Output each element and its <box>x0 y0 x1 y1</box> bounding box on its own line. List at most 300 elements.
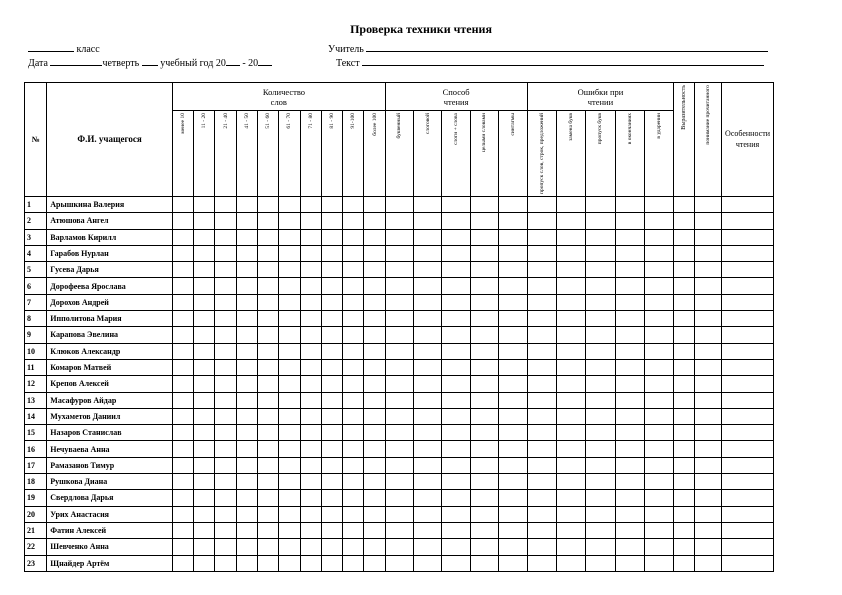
entry-cell[interactable] <box>321 457 342 473</box>
entry-cell[interactable] <box>645 392 674 408</box>
entry-cell[interactable] <box>321 311 342 327</box>
entry-cell[interactable] <box>499 376 527 392</box>
entry-cell[interactable] <box>321 245 342 261</box>
entry-cell[interactable] <box>556 425 585 441</box>
entry-cell[interactable] <box>300 441 321 457</box>
entry-cell[interactable] <box>499 490 527 506</box>
entry-cell[interactable] <box>674 506 694 522</box>
entry-cell[interactable] <box>343 539 364 555</box>
entry-cell[interactable] <box>279 408 300 424</box>
entry-cell[interactable] <box>470 311 498 327</box>
entry-cell[interactable] <box>172 376 193 392</box>
entry-cell[interactable] <box>645 555 674 571</box>
entry-cell[interactable] <box>215 311 236 327</box>
entry-cell[interactable] <box>257 376 278 392</box>
entry-cell[interactable] <box>499 343 527 359</box>
entry-cell[interactable] <box>343 229 364 245</box>
entry-cell[interactable] <box>499 262 527 278</box>
entry-cell[interactable] <box>321 294 342 310</box>
date-blank[interactable] <box>50 56 102 66</box>
entry-cell[interactable] <box>527 490 556 506</box>
entry-cell[interactable] <box>674 539 694 555</box>
entry-cell[interactable] <box>470 262 498 278</box>
entry-cell[interactable] <box>674 294 694 310</box>
entry-cell[interactable] <box>615 457 644 473</box>
entry-cell[interactable] <box>586 245 615 261</box>
entry-cell[interactable] <box>385 245 413 261</box>
entry-cell[interactable] <box>442 441 470 457</box>
entry-cell[interactable] <box>257 506 278 522</box>
entry-cell[interactable] <box>470 376 498 392</box>
entry-cell[interactable] <box>364 278 385 294</box>
entry-cell[interactable] <box>300 457 321 473</box>
year-end-blank[interactable] <box>258 56 272 66</box>
entry-cell[interactable] <box>321 262 342 278</box>
entry-cell[interactable] <box>343 196 364 212</box>
entry-cell[interactable] <box>442 474 470 490</box>
entry-cell[interactable] <box>364 457 385 473</box>
entry-cell[interactable] <box>556 327 585 343</box>
entry-cell[interactable] <box>414 311 442 327</box>
entry-cell[interactable] <box>300 229 321 245</box>
class-blank[interactable] <box>28 42 74 52</box>
entry-cell[interactable] <box>586 229 615 245</box>
entry-cell[interactable] <box>300 408 321 424</box>
entry-cell[interactable] <box>722 555 774 571</box>
entry-cell[interactable] <box>499 327 527 343</box>
entry-cell[interactable] <box>414 213 442 229</box>
entry-cell[interactable] <box>300 539 321 555</box>
entry-cell[interactable] <box>215 506 236 522</box>
entry-cell[interactable] <box>470 425 498 441</box>
entry-cell[interactable] <box>364 555 385 571</box>
entry-cell[interactable] <box>470 522 498 538</box>
entry-cell[interactable] <box>527 457 556 473</box>
entry-cell[interactable] <box>499 457 527 473</box>
entry-cell[interactable] <box>694 311 721 327</box>
entry-cell[interactable] <box>722 343 774 359</box>
entry-cell[interactable] <box>499 522 527 538</box>
entry-cell[interactable] <box>215 229 236 245</box>
entry-cell[interactable] <box>414 408 442 424</box>
entry-cell[interactable] <box>470 343 498 359</box>
entry-cell[interactable] <box>645 441 674 457</box>
entry-cell[interactable] <box>343 457 364 473</box>
entry-cell[interactable] <box>236 457 257 473</box>
entry-cell[interactable] <box>556 539 585 555</box>
entry-cell[interactable] <box>385 262 413 278</box>
entry-cell[interactable] <box>499 425 527 441</box>
entry-cell[interactable] <box>586 457 615 473</box>
entry-cell[interactable] <box>442 408 470 424</box>
entry-cell[interactable] <box>586 278 615 294</box>
entry-cell[interactable] <box>257 327 278 343</box>
entry-cell[interactable] <box>236 245 257 261</box>
entry-cell[interactable] <box>645 376 674 392</box>
entry-cell[interactable] <box>172 359 193 375</box>
entry-cell[interactable] <box>674 392 694 408</box>
entry-cell[interactable] <box>615 539 644 555</box>
entry-cell[interactable] <box>586 441 615 457</box>
entry-cell[interactable] <box>470 327 498 343</box>
entry-cell[interactable] <box>257 311 278 327</box>
entry-cell[interactable] <box>694 539 721 555</box>
entry-cell[interactable] <box>321 278 342 294</box>
entry-cell[interactable] <box>527 196 556 212</box>
entry-cell[interactable] <box>215 262 236 278</box>
entry-cell[interactable] <box>172 555 193 571</box>
entry-cell[interactable] <box>694 408 721 424</box>
entry-cell[interactable] <box>722 490 774 506</box>
entry-cell[interactable] <box>172 278 193 294</box>
entry-cell[interactable] <box>615 262 644 278</box>
entry-cell[interactable] <box>343 490 364 506</box>
entry-cell[interactable] <box>442 392 470 408</box>
entry-cell[interactable] <box>527 278 556 294</box>
entry-cell[interactable] <box>442 278 470 294</box>
entry-cell[interactable] <box>364 506 385 522</box>
teacher-blank[interactable] <box>366 42 768 52</box>
entry-cell[interactable] <box>615 278 644 294</box>
entry-cell[interactable] <box>300 196 321 212</box>
entry-cell[interactable] <box>499 229 527 245</box>
entry-cell[interactable] <box>615 343 644 359</box>
entry-cell[interactable] <box>645 196 674 212</box>
entry-cell[interactable] <box>645 522 674 538</box>
entry-cell[interactable] <box>279 555 300 571</box>
entry-cell[interactable] <box>279 359 300 375</box>
entry-cell[interactable] <box>215 359 236 375</box>
entry-cell[interactable] <box>172 392 193 408</box>
entry-cell[interactable] <box>615 425 644 441</box>
entry-cell[interactable] <box>556 229 585 245</box>
entry-cell[interactable] <box>236 213 257 229</box>
entry-cell[interactable] <box>194 539 215 555</box>
entry-cell[interactable] <box>385 522 413 538</box>
entry-cell[interactable] <box>343 376 364 392</box>
entry-cell[interactable] <box>499 196 527 212</box>
entry-cell[interactable] <box>645 474 674 490</box>
entry-cell[interactable] <box>722 327 774 343</box>
entry-cell[interactable] <box>321 474 342 490</box>
entry-cell[interactable] <box>586 359 615 375</box>
entry-cell[interactable] <box>321 359 342 375</box>
entry-cell[interactable] <box>343 441 364 457</box>
entry-cell[interactable] <box>694 425 721 441</box>
entry-cell[interactable] <box>279 506 300 522</box>
entry-cell[interactable] <box>615 213 644 229</box>
entry-cell[interactable] <box>442 522 470 538</box>
entry-cell[interactable] <box>442 425 470 441</box>
entry-cell[interactable] <box>674 425 694 441</box>
entry-cell[interactable] <box>527 229 556 245</box>
entry-cell[interactable] <box>556 506 585 522</box>
entry-cell[interactable] <box>385 490 413 506</box>
entry-cell[interactable] <box>694 327 721 343</box>
entry-cell[interactable] <box>586 343 615 359</box>
entry-cell[interactable] <box>586 311 615 327</box>
entry-cell[interactable] <box>694 262 721 278</box>
entry-cell[interactable] <box>586 392 615 408</box>
entry-cell[interactable] <box>527 311 556 327</box>
entry-cell[interactable] <box>364 522 385 538</box>
entry-cell[interactable] <box>722 539 774 555</box>
entry-cell[interactable] <box>442 311 470 327</box>
entry-cell[interactable] <box>257 278 278 294</box>
entry-cell[interactable] <box>556 408 585 424</box>
entry-cell[interactable] <box>364 245 385 261</box>
entry-cell[interactable] <box>279 343 300 359</box>
entry-cell[interactable] <box>722 278 774 294</box>
entry-cell[interactable] <box>343 294 364 310</box>
entry-cell[interactable] <box>172 425 193 441</box>
entry-cell[interactable] <box>385 213 413 229</box>
entry-cell[interactable] <box>722 408 774 424</box>
entry-cell[interactable] <box>257 262 278 278</box>
entry-cell[interactable] <box>470 457 498 473</box>
entry-cell[interactable] <box>586 425 615 441</box>
entry-cell[interactable] <box>674 311 694 327</box>
entry-cell[interactable] <box>645 425 674 441</box>
entry-cell[interactable] <box>470 506 498 522</box>
entry-cell[interactable] <box>385 343 413 359</box>
entry-cell[interactable] <box>321 213 342 229</box>
entry-cell[interactable] <box>722 229 774 245</box>
entry-cell[interactable] <box>556 474 585 490</box>
entry-cell[interactable] <box>385 229 413 245</box>
entry-cell[interactable] <box>722 441 774 457</box>
entry-cell[interactable] <box>172 474 193 490</box>
entry-cell[interactable] <box>674 376 694 392</box>
entry-cell[interactable] <box>321 229 342 245</box>
entry-cell[interactable] <box>236 441 257 457</box>
entry-cell[interactable] <box>215 343 236 359</box>
entry-cell[interactable] <box>172 196 193 212</box>
entry-cell[interactable] <box>442 457 470 473</box>
entry-cell[interactable] <box>215 327 236 343</box>
entry-cell[interactable] <box>300 522 321 538</box>
entry-cell[interactable] <box>194 376 215 392</box>
entry-cell[interactable] <box>694 376 721 392</box>
entry-cell[interactable] <box>343 425 364 441</box>
entry-cell[interactable] <box>586 555 615 571</box>
entry-cell[interactable] <box>586 522 615 538</box>
entry-cell[interactable] <box>257 457 278 473</box>
entry-cell[interactable] <box>442 490 470 506</box>
entry-cell[interactable] <box>172 539 193 555</box>
entry-cell[interactable] <box>414 327 442 343</box>
entry-cell[interactable] <box>364 539 385 555</box>
entry-cell[interactable] <box>236 425 257 441</box>
entry-cell[interactable] <box>236 359 257 375</box>
entry-cell[interactable] <box>527 213 556 229</box>
entry-cell[interactable] <box>279 278 300 294</box>
entry-cell[interactable] <box>300 245 321 261</box>
entry-cell[interactable] <box>586 213 615 229</box>
entry-cell[interactable] <box>556 196 585 212</box>
entry-cell[interactable] <box>414 294 442 310</box>
entry-cell[interactable] <box>300 278 321 294</box>
entry-cell[interactable] <box>321 327 342 343</box>
entry-cell[interactable] <box>300 311 321 327</box>
entry-cell[interactable] <box>215 555 236 571</box>
entry-cell[interactable] <box>300 213 321 229</box>
entry-cell[interactable] <box>364 294 385 310</box>
entry-cell[interactable] <box>385 327 413 343</box>
entry-cell[interactable] <box>556 457 585 473</box>
entry-cell[interactable] <box>674 343 694 359</box>
entry-cell[interactable] <box>615 359 644 375</box>
entry-cell[interactable] <box>722 392 774 408</box>
entry-cell[interactable] <box>172 327 193 343</box>
entry-cell[interactable] <box>722 311 774 327</box>
entry-cell[interactable] <box>694 555 721 571</box>
entry-cell[interactable] <box>385 278 413 294</box>
entry-cell[interactable] <box>442 196 470 212</box>
entry-cell[interactable] <box>586 196 615 212</box>
entry-cell[interactable] <box>674 457 694 473</box>
entry-cell[interactable] <box>722 196 774 212</box>
entry-cell[interactable] <box>556 294 585 310</box>
entry-cell[interactable] <box>236 522 257 538</box>
entry-cell[interactable] <box>645 327 674 343</box>
entry-cell[interactable] <box>385 555 413 571</box>
entry-cell[interactable] <box>300 555 321 571</box>
entry-cell[interactable] <box>694 490 721 506</box>
entry-cell[interactable] <box>194 490 215 506</box>
entry-cell[interactable] <box>645 343 674 359</box>
entry-cell[interactable] <box>527 408 556 424</box>
entry-cell[interactable] <box>279 376 300 392</box>
entry-cell[interactable] <box>172 441 193 457</box>
entry-cell[interactable] <box>385 311 413 327</box>
entry-cell[interactable] <box>722 457 774 473</box>
entry-cell[interactable] <box>556 392 585 408</box>
entry-cell[interactable] <box>694 522 721 538</box>
entry-cell[interactable] <box>722 474 774 490</box>
entry-cell[interactable] <box>414 376 442 392</box>
entry-cell[interactable] <box>364 425 385 441</box>
entry-cell[interactable] <box>414 441 442 457</box>
entry-cell[interactable] <box>236 327 257 343</box>
entry-cell[interactable] <box>172 408 193 424</box>
entry-cell[interactable] <box>442 343 470 359</box>
entry-cell[interactable] <box>414 392 442 408</box>
entry-cell[interactable] <box>343 311 364 327</box>
entry-cell[interactable] <box>236 294 257 310</box>
entry-cell[interactable] <box>442 262 470 278</box>
entry-cell[interactable] <box>364 327 385 343</box>
entry-cell[interactable] <box>442 359 470 375</box>
entry-cell[interactable] <box>470 229 498 245</box>
entry-cell[interactable] <box>343 522 364 538</box>
entry-cell[interactable] <box>300 392 321 408</box>
entry-cell[interactable] <box>527 539 556 555</box>
entry-cell[interactable] <box>722 376 774 392</box>
entry-cell[interactable] <box>414 278 442 294</box>
entry-cell[interactable] <box>470 245 498 261</box>
entry-cell[interactable] <box>364 392 385 408</box>
entry-cell[interactable] <box>343 327 364 343</box>
entry-cell[interactable] <box>364 213 385 229</box>
entry-cell[interactable] <box>194 506 215 522</box>
entry-cell[interactable] <box>645 457 674 473</box>
entry-cell[interactable] <box>645 262 674 278</box>
entry-cell[interactable] <box>257 229 278 245</box>
entry-cell[interactable] <box>257 245 278 261</box>
entry-cell[interactable] <box>257 425 278 441</box>
entry-cell[interactable] <box>236 196 257 212</box>
entry-cell[interactable] <box>343 262 364 278</box>
entry-cell[interactable] <box>674 522 694 538</box>
entry-cell[interactable] <box>645 408 674 424</box>
entry-cell[interactable] <box>414 457 442 473</box>
entry-cell[interactable] <box>343 213 364 229</box>
entry-cell[interactable] <box>414 490 442 506</box>
entry-cell[interactable] <box>674 359 694 375</box>
entry-cell[interactable] <box>300 262 321 278</box>
entry-cell[interactable] <box>694 474 721 490</box>
entry-cell[interactable] <box>414 229 442 245</box>
entry-cell[interactable] <box>364 343 385 359</box>
entry-cell[interactable] <box>527 327 556 343</box>
entry-cell[interactable] <box>364 196 385 212</box>
entry-cell[interactable] <box>172 506 193 522</box>
entry-cell[interactable] <box>722 294 774 310</box>
entry-cell[interactable] <box>645 490 674 506</box>
entry-cell[interactable] <box>257 474 278 490</box>
entry-cell[interactable] <box>722 359 774 375</box>
entry-cell[interactable] <box>343 555 364 571</box>
entry-cell[interactable] <box>364 376 385 392</box>
entry-cell[interactable] <box>343 392 364 408</box>
entry-cell[interactable] <box>385 539 413 555</box>
entry-cell[interactable] <box>586 506 615 522</box>
entry-cell[interactable] <box>586 490 615 506</box>
entry-cell[interactable] <box>257 196 278 212</box>
entry-cell[interactable] <box>257 392 278 408</box>
entry-cell[interactable] <box>194 262 215 278</box>
entry-cell[interactable] <box>194 441 215 457</box>
entry-cell[interactable] <box>586 539 615 555</box>
entry-cell[interactable] <box>586 327 615 343</box>
entry-cell[interactable] <box>674 474 694 490</box>
entry-cell[interactable] <box>215 376 236 392</box>
entry-cell[interactable] <box>300 474 321 490</box>
entry-cell[interactable] <box>442 213 470 229</box>
entry-cell[interactable] <box>364 229 385 245</box>
entry-cell[interactable] <box>215 408 236 424</box>
entry-cell[interactable] <box>279 245 300 261</box>
entry-cell[interactable] <box>499 506 527 522</box>
entry-cell[interactable] <box>414 522 442 538</box>
entry-cell[interactable] <box>414 245 442 261</box>
entry-cell[interactable] <box>414 196 442 212</box>
entry-cell[interactable] <box>722 262 774 278</box>
entry-cell[interactable] <box>215 457 236 473</box>
entry-cell[interactable] <box>645 213 674 229</box>
entry-cell[interactable] <box>645 278 674 294</box>
entry-cell[interactable] <box>442 245 470 261</box>
entry-cell[interactable] <box>321 392 342 408</box>
entry-cell[interactable] <box>385 196 413 212</box>
entry-cell[interactable] <box>470 278 498 294</box>
entry-cell[interactable] <box>527 425 556 441</box>
entry-cell[interactable] <box>236 539 257 555</box>
entry-cell[interactable] <box>364 262 385 278</box>
entry-cell[interactable] <box>236 490 257 506</box>
entry-cell[interactable] <box>257 522 278 538</box>
